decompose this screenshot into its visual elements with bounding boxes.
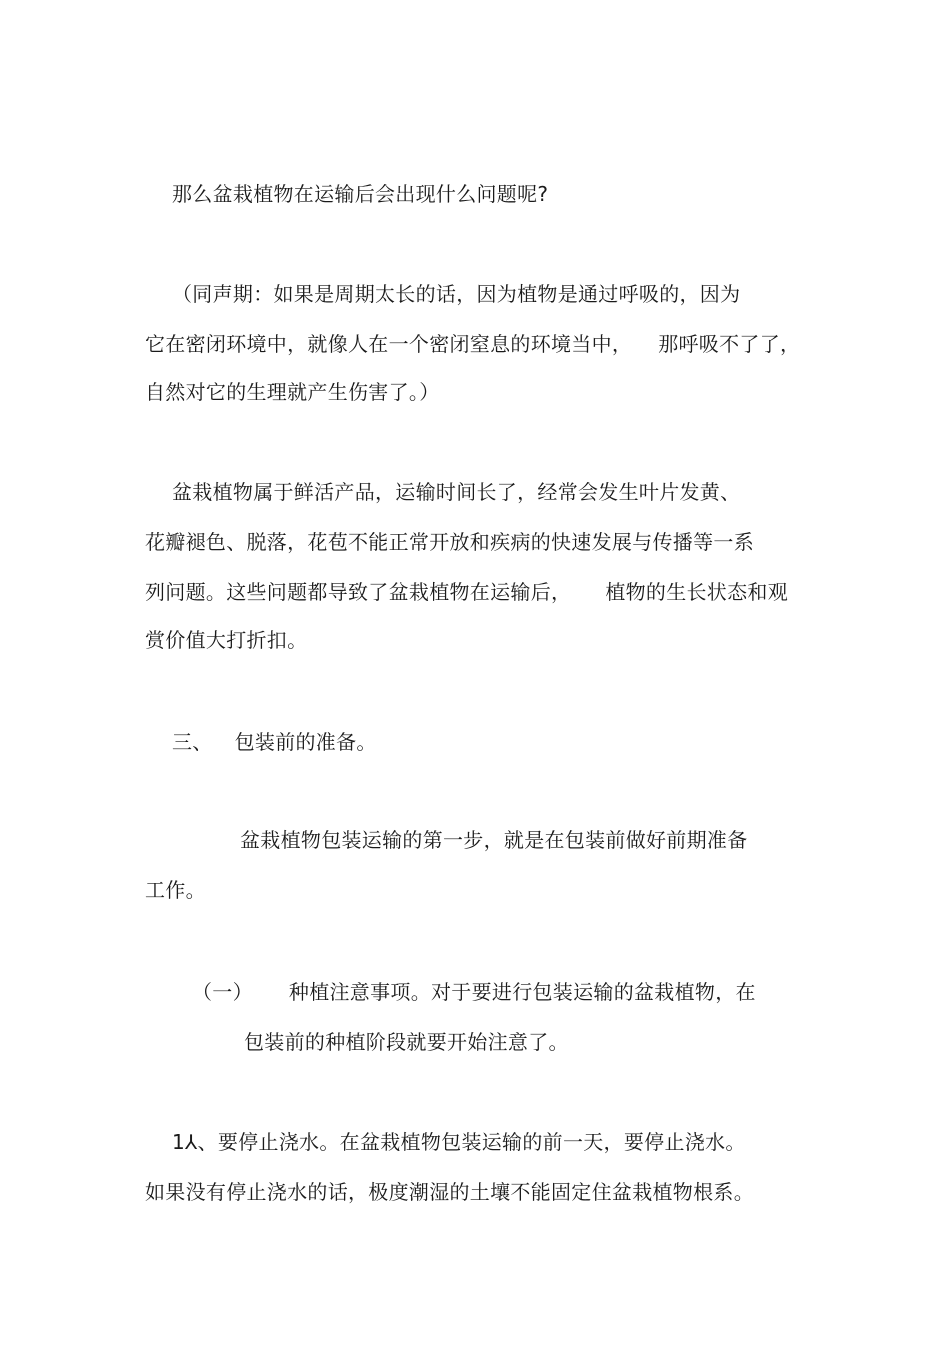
interview-quote-line-2a: 它在密闭环境中，就像人在一个密闭窒息的环境当中，: [145, 332, 633, 356]
section-heading: [172, 728, 377, 756]
interview-quote-line-3: 自然对它的生理就产生伤害了。）: [145, 380, 440, 404]
paragraph-question: 那么盆栽植物在运输后会出现什么问题呢?: [172, 182, 549, 206]
point-stop-watering-line-2: 如果没有停止浇水的话，极度潮湿的土壤不能固定住盆栽植物根系。: [145, 1180, 754, 1204]
subsection-line-1: 种植注意事项。对于要进行包装运输的盆栽植物，在: [288, 980, 756, 1004]
paragraph-problems-line-1: 盆栽植物属于鲜活产品，运输时间长了，经常会发生叶片发黄、: [172, 480, 741, 504]
paragraph-first-step-line-1: 盆栽植物包装运输的第一步，就是在包装前做好前期准备: [240, 828, 748, 852]
subsection-line-2: 包装前的种植阶段就要开始注意了。: [244, 1030, 569, 1054]
interview-quote-line-2: [145, 330, 800, 358]
section-title: 包装前的准备。: [234, 730, 377, 754]
paragraph-problems-line-3: [145, 578, 788, 606]
subsection-number: （一）: [192, 980, 253, 1004]
paragraph-first-step-line-2: 工作。: [145, 878, 206, 902]
paragraph-problems-line-3a: 列问题。这些问题都导致了盆栽植物在运输后，: [145, 580, 572, 604]
paragraph-problems-line-4: 赏价值大打折扣。: [145, 628, 308, 652]
interview-quote-line-1: （同声期：如果是周期太长的话，因为植物是通过呼吸的，因为: [172, 282, 741, 306]
paragraph-problems-line-3b: 植物的生长状态和观: [605, 580, 789, 604]
section-number: 三、: [172, 730, 213, 754]
point-stop-watering-line-1: 1⅄、要停止浇水。在盆栽植物包装运输的前一天，要停止浇水。: [172, 1130, 746, 1154]
interview-quote-line-2b: 那呼吸不了了，: [658, 332, 801, 356]
subsection-heading: [192, 978, 756, 1006]
paragraph-problems-line-2: 花瓣褪色、脱落，花苞不能正常开放和疾病的快速发展与传播等一系: [145, 530, 754, 554]
